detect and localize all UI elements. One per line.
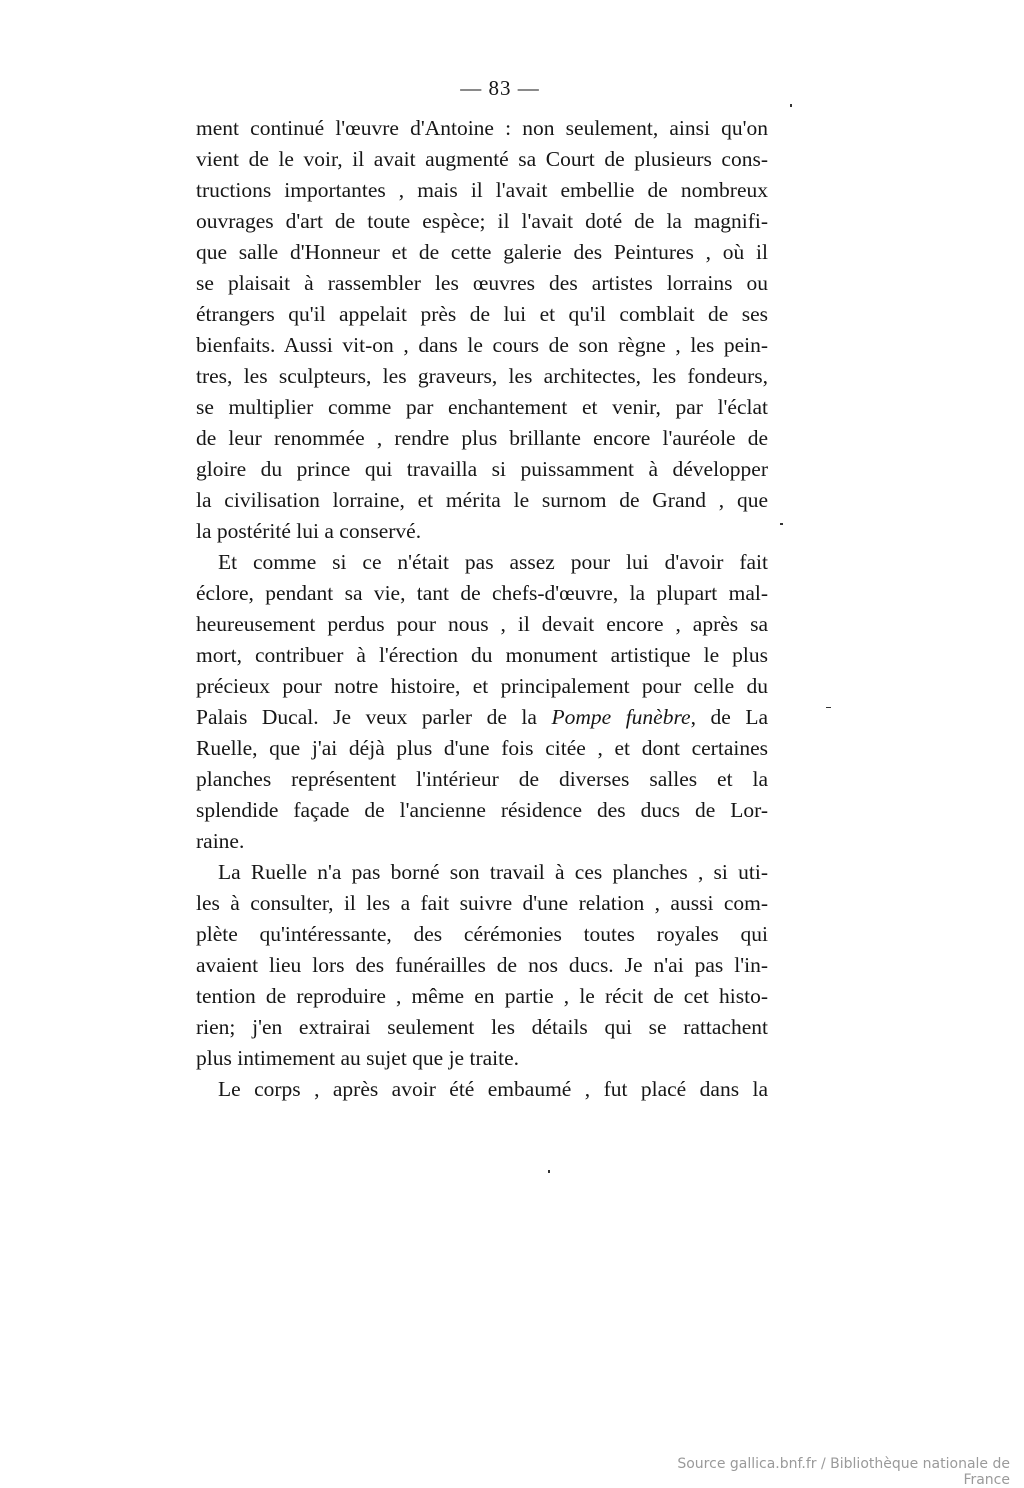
text-line: vient de le voir, il avait augmenté sa Court de plusieurs cons- <box>196 147 768 171</box>
text-line: tention de reproduire , même en partie , le récit de cet histo- <box>196 984 768 1008</box>
text-line: tructions importantes , mais il l'avait embellie de nombreux <box>196 178 768 202</box>
text-line: que salle d'Honneur et de cette galerie des Peintures , où il <box>196 240 768 264</box>
text-line: planches représentent l'intérieur de diverses salles et la <box>196 767 768 791</box>
text-line: éclore, pendant sa vie, tant de chefs-d'œuvre, la plupart mal- <box>196 581 768 605</box>
text-line: ouvrages d'art de toute espèce; il l'avait doté de la magnifi- <box>196 209 768 233</box>
text-line: plète qu'intéressante, des cérémonies toutes royales qui <box>196 922 768 946</box>
text-line: ment continué l'œuvre d'Antoine : non seulement, ainsi qu'on <box>196 116 768 140</box>
text-line: Ruelle, que j'ai déjà plus d'une fois citée , et dont certaines <box>196 736 768 760</box>
text-line: Et comme si ce n'était pas assez pour lui d'avoir fait <box>218 550 768 574</box>
text-line: splendide façade de l'ancienne résidence des ducs de Lor- <box>196 798 768 822</box>
speck-mark <box>780 523 783 525</box>
speck-mark <box>790 104 792 107</box>
text-line: rien; j'en extrairai seulement les détails qui se rattachent <box>196 1015 768 1039</box>
body-text <box>196 113 768 1105</box>
text-line: se plaisait à rassembler les œuvres des artistes lorrains ou <box>196 271 768 295</box>
text-line: bienfaits. Aussi vit-on , dans le cours de son règne , les pein- <box>196 333 768 357</box>
text-line: précieux pour notre histoire, et principalement pour celle du <box>196 674 768 698</box>
text-line: plus intimement au sujet que je traite. <box>196 1046 520 1070</box>
text-line: étrangers qu'il appelait près de lui et qu'il comblait de ses <box>196 302 768 326</box>
text-line: mort, contribuer à l'érection du monument artistique le plus <box>196 643 768 667</box>
text-line: tres, les sculpteurs, les graveurs, les architectes, les fondeurs, <box>196 364 768 388</box>
text-line: les à consulter, il les a fait suivre d'une relation , aussi com- <box>196 891 768 915</box>
italic-title: Pompe funèbre <box>551 705 691 729</box>
text-line: heureusement perdus pour nous , il devait encore , après sa <box>196 612 768 636</box>
text-line: gloire du prince qui travailla si puissamment à développer <box>196 457 768 481</box>
text-line: la postérité lui a conservé. <box>196 519 422 543</box>
text-line: la civilisation lorraine, et mérita le surnom de Grand , que <box>196 488 768 512</box>
page-number: — 83 — <box>460 76 540 100</box>
text-line: se multiplier comme par enchantement et venir, par l'éclat <box>196 395 768 419</box>
source-credit: Source gallica.bnf.fr / Bibliothèque nationale de France <box>677 1456 1010 1488</box>
text-line: raine. <box>196 829 245 853</box>
speck-mark <box>826 707 831 708</box>
text-line: Le corps , après avoir été embaumé , fut placé dans la <box>218 1077 768 1101</box>
text-line: Palais Ducal. Je veux parler de la Pompe funèbre, de La <box>196 705 768 729</box>
text-line: La Ruelle n'a pas borné son travail à ces planches , si uti- <box>218 860 768 884</box>
text-line: avaient lieu lors des funérailles de nos ducs. Je n'ai pas l'in- <box>196 953 768 977</box>
text-line: de leur renommée , rendre plus brillante encore l'auréole de <box>196 426 768 450</box>
speck-mark <box>548 1170 550 1173</box>
